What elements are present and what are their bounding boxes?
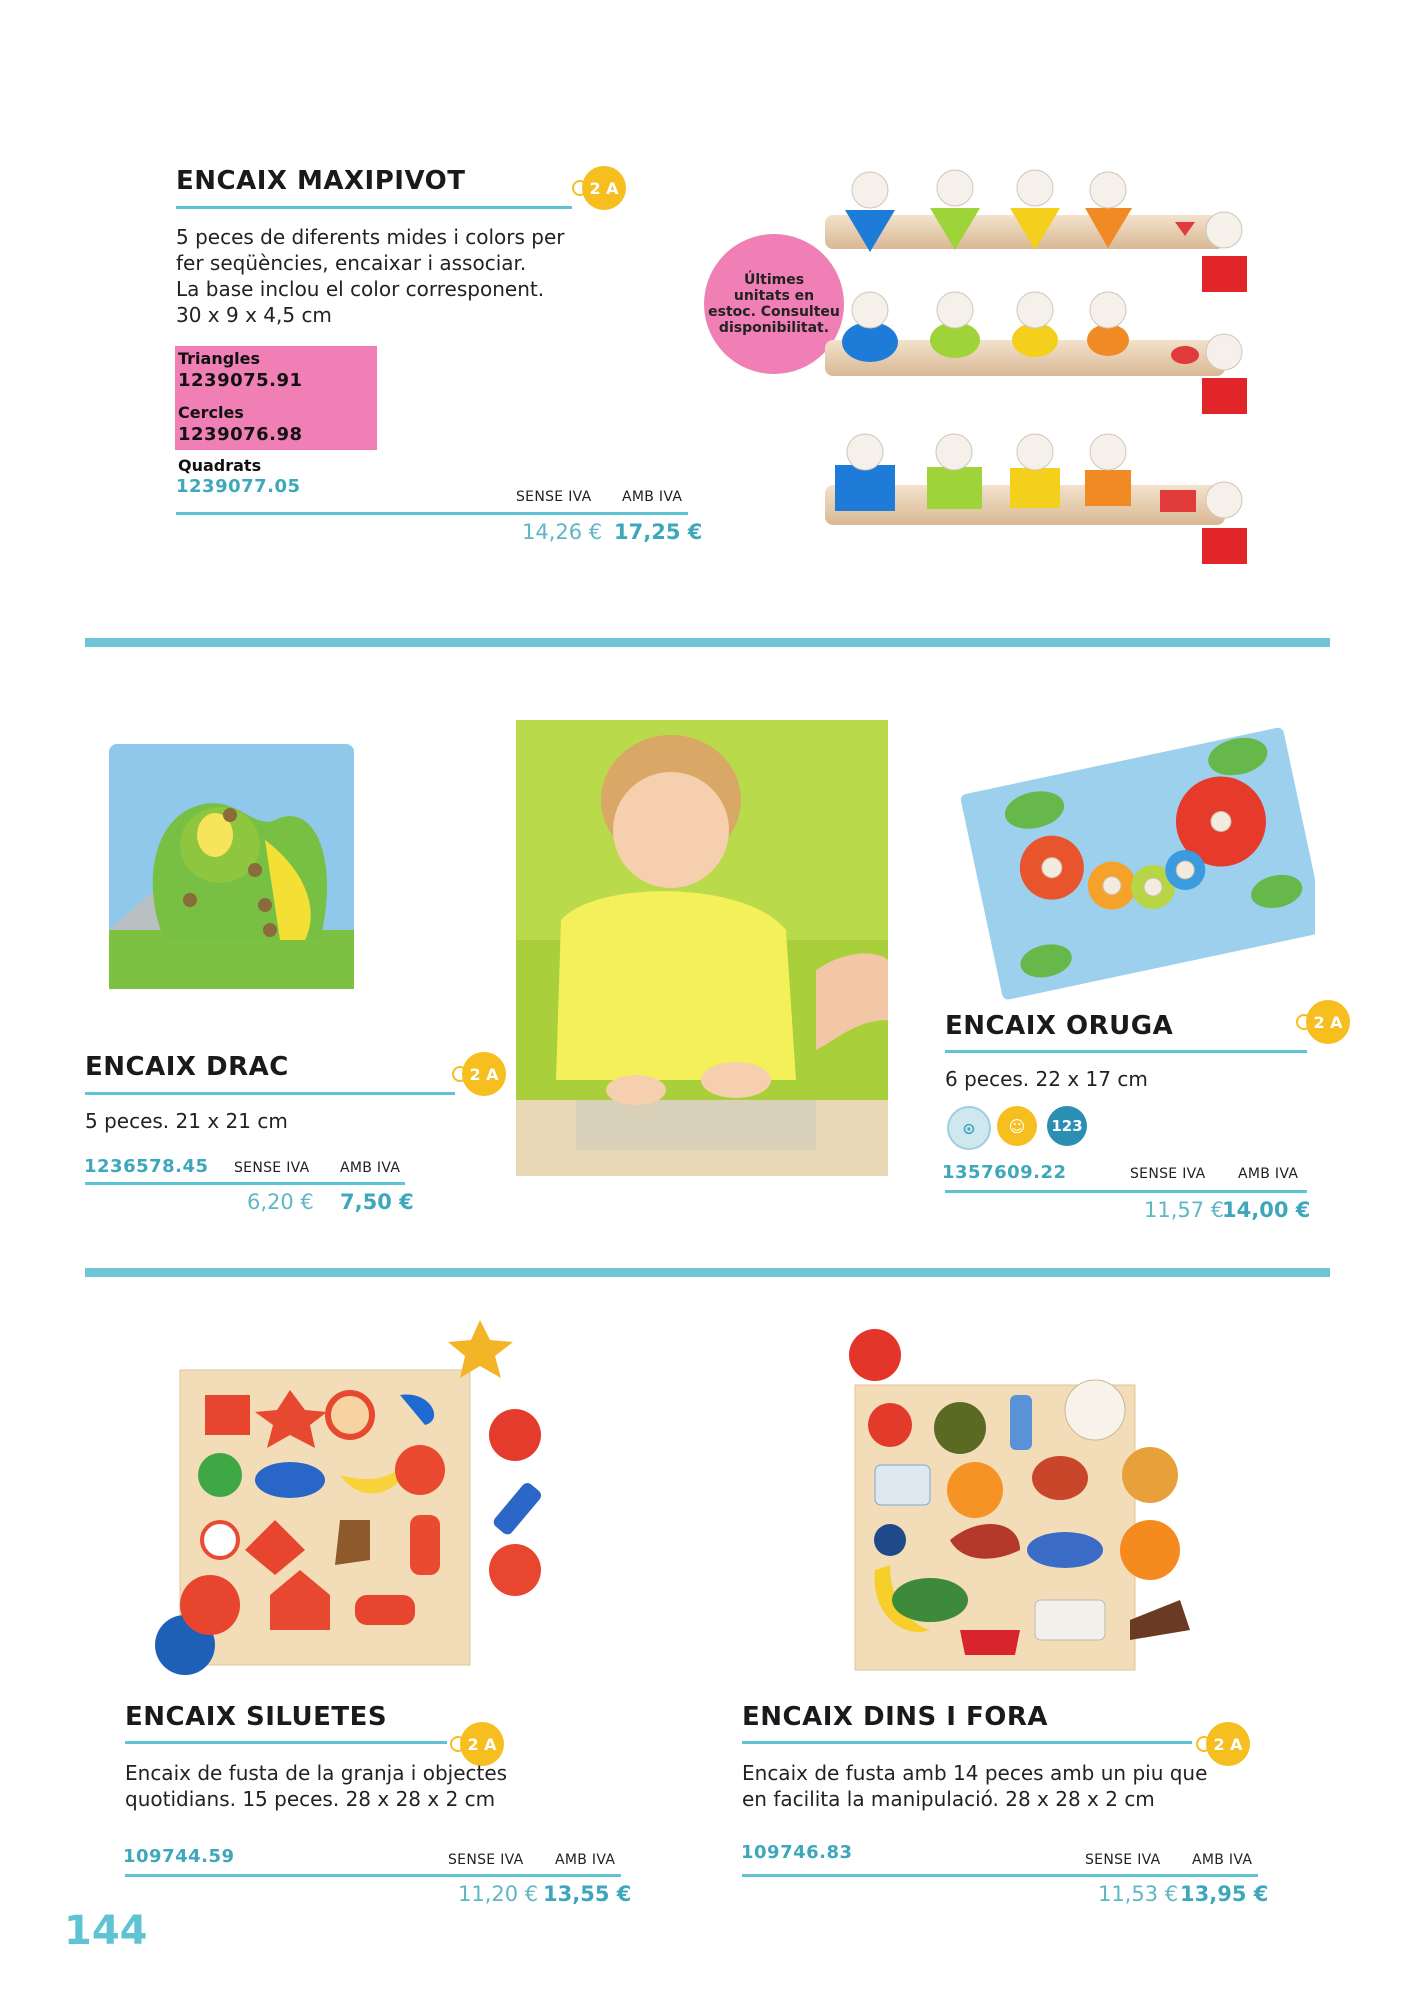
dins-fora-title: ENCAIX DINS I FORA [742, 1702, 1049, 1732]
last-units-badge: Últimes unitats en estoc. Consulteu disponibilitat. [704, 234, 844, 374]
age-badge: 2 A [1206, 1722, 1250, 1766]
section-divider [85, 1268, 1330, 1277]
oruga-code: 1357609.22 [942, 1162, 1067, 1183]
price-gross: 14,00 € [1222, 1198, 1311, 1222]
variant-label-quadrats: Quadrats [178, 456, 262, 475]
price-gross: 13,95 € [1180, 1882, 1269, 1906]
cognitive-icon: ☺ [997, 1106, 1037, 1146]
variant-code-cercles: 1239076.98 [178, 424, 303, 445]
drac-title-underline [85, 1092, 455, 1095]
siluetes-code: 109744.59 [123, 1846, 235, 1867]
oruga-title-underline [945, 1050, 1307, 1053]
price-underline [85, 1182, 405, 1185]
age-badge: 2 A [460, 1722, 504, 1766]
label-amb-iva: AMB IVA [340, 1160, 401, 1176]
variant-label-cercles: Cercles [178, 403, 244, 422]
variant-label-triangles: Triangles [178, 349, 261, 368]
oruga-description: 6 peces. 22 x 17 cm [945, 1067, 1148, 1091]
price-gross: 17,25 € [614, 520, 703, 544]
oruga-title: ENCAIX ORUGA [945, 1011, 1174, 1041]
price-gross: 13,55 € [543, 1882, 632, 1906]
price-underline [945, 1190, 1307, 1193]
section-divider [85, 638, 1330, 647]
numbers-icon: 123 [1047, 1106, 1087, 1146]
drac-title: ENCAIX DRAC [85, 1052, 289, 1082]
age-badge: 2 A [462, 1052, 506, 1096]
maxipivot-description: 5 peces de diferents mides i colors per fer seqüències, encaixar i associar. La base inclou el color corresponent. 30 x 9 x 4,5 cm [176, 225, 565, 327]
label-sense-iva: SENSE IVA [1085, 1852, 1161, 1868]
price-net: 14,26 € [522, 520, 603, 544]
siluetes-title-underline [125, 1741, 447, 1744]
price-underline [125, 1874, 621, 1877]
price-underline [176, 512, 688, 515]
motor-skills-icon: ⊙ [947, 1106, 991, 1150]
variant-code-quadrats: 1239077.05 [176, 476, 301, 497]
price-net: 11,20 € [458, 1882, 539, 1906]
maxipivot-title-underline [176, 206, 572, 209]
dins-fora-product-image [830, 1310, 1230, 1680]
drac-description: 5 peces. 21 x 21 cm [85, 1109, 288, 1133]
drac-code: 1236578.45 [84, 1156, 209, 1177]
label-amb-iva: AMB IVA [622, 489, 683, 505]
price-net: 11,53 € [1098, 1882, 1179, 1906]
price-gross: 7,50 € [340, 1190, 414, 1214]
price-net: 11,57 € [1144, 1198, 1225, 1222]
variant-code-triangles: 1239075.91 [178, 370, 303, 391]
oruga-product-image [955, 700, 1315, 1000]
price-underline [742, 1874, 1258, 1877]
label-sense-iva: SENSE IVA [234, 1160, 310, 1176]
age-badge: 2 A [1306, 1000, 1350, 1044]
age-badge: 2 A [582, 166, 626, 210]
siluetes-product-image [145, 1310, 585, 1680]
price-net: 6,20 € [247, 1190, 314, 1214]
label-sense-iva: SENSE IVA [448, 1852, 524, 1868]
dins-fora-description: Encaix de fusta amb 14 peces amb un piu que en facilita la manipulació. 28 x 28 x 2 cm [742, 1761, 1208, 1811]
maxipivot-title: ENCAIX MAXIPIVOT [176, 166, 466, 196]
siluetes-title: ENCAIX SILUETES [125, 1702, 388, 1732]
child-playing-photo [516, 720, 888, 1176]
dins-fora-title-underline [742, 1741, 1192, 1744]
label-amb-iva: AMB IVA [1238, 1166, 1299, 1182]
dins-fora-code: 109746.83 [741, 1842, 853, 1863]
label-amb-iva: AMB IVA [555, 1852, 616, 1868]
drac-product-image [105, 740, 360, 995]
page-number: 144 [64, 1908, 148, 1954]
maxipivot-product-image [820, 160, 1260, 570]
siluetes-description: Encaix de fusta de la granja i objectes quotidians. 15 peces. 28 x 28 x 2 cm [125, 1761, 508, 1811]
label-sense-iva: SENSE IVA [516, 489, 592, 505]
label-amb-iva: AMB IVA [1192, 1852, 1253, 1868]
label-sense-iva: SENSE IVA [1130, 1166, 1206, 1182]
